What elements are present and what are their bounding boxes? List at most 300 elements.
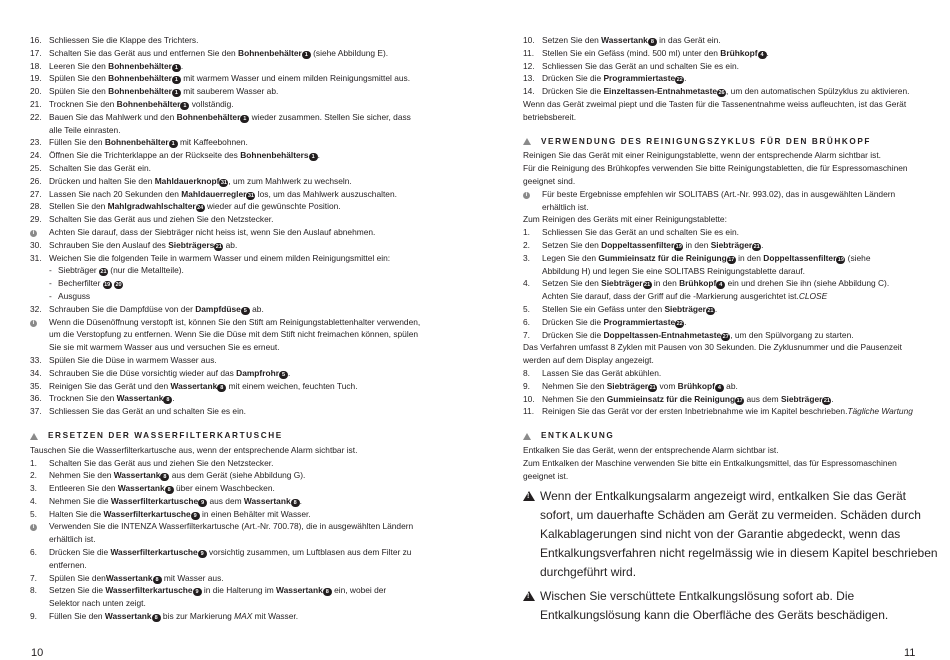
warning-text [540, 487, 938, 582]
text-run: erhältlich ist. [49, 534, 96, 545]
step-text [49, 111, 420, 124]
italic-term: Tägliche Wartung [847, 406, 913, 417]
part-number-badge: 26 [718, 90, 725, 97]
text-run: Lassen Sie das Gerät abkühlen. [542, 367, 662, 378]
text-run: Ausguss [58, 290, 91, 301]
text-run: in den [683, 239, 711, 250]
text-run: mit Wasser. [252, 611, 299, 622]
text-run: Leeren Sie den [49, 60, 109, 71]
step-number: 37. [30, 406, 42, 417]
step-text [542, 252, 913, 265]
text-run: Schalten Sie das Gerät aus und ziehen Sie den Netzstecker. [49, 214, 274, 225]
section-heading-water-filter [30, 430, 420, 443]
text-run: in das Gerät ein. [656, 35, 721, 45]
paragraph-line: Wenn das Gerät zweimal piept und die Tasten für die Tassenentnahme weiss aufleuchten, ist das Gerät [523, 98, 907, 109]
bullet: - [49, 265, 52, 276]
text-run: Sie sie mit warmem Wasser aus und versuchen Sie es erneut. [49, 342, 280, 353]
text-run: Drücken Sie die [542, 73, 604, 84]
text-run: . [180, 60, 184, 71]
bold-term: Wassertank [104, 611, 152, 622]
step-number: 6. [523, 316, 530, 327]
step-number: 9. [30, 611, 37, 622]
text-run: ab. [249, 303, 264, 314]
left-steps-top [30, 34, 420, 418]
continuation-line [30, 341, 420, 354]
info-note [30, 226, 420, 239]
info-icon: i [30, 320, 37, 327]
part-number-badge: 19 [104, 282, 111, 289]
italic-term: CLOSE [798, 291, 828, 302]
text-run: , um den automatischen Spülzyklus zu aktivieren. [726, 86, 910, 97]
step-text [49, 546, 420, 559]
step-text [49, 226, 420, 239]
bold-term: Wassertank [117, 483, 165, 494]
step-text [49, 149, 420, 162]
text-run: mit einem weichen, feuchten Tuch. [226, 380, 358, 391]
part-number-badge: 1 [180, 102, 189, 110]
step-text [542, 85, 913, 98]
text-run: (siehe Abbildung E). [310, 47, 389, 58]
step-number: 11. [523, 406, 535, 417]
step-text [49, 610, 420, 623]
step-number: 9. [523, 380, 530, 391]
text-run: Schrauben Sie die Düse vorsichtig wieder auf das [49, 367, 237, 378]
list-step [30, 572, 420, 585]
step-number: 31. [30, 252, 42, 263]
continuation-line [523, 265, 913, 278]
step-text [542, 329, 913, 342]
step-number: 22. [30, 111, 42, 122]
text-run: Nehmen Sie den [542, 380, 607, 391]
italic-term: MAX [234, 611, 253, 622]
part-number-badge: 27 [722, 333, 729, 340]
part-number-badge: 1 [309, 153, 318, 161]
list-step [523, 405, 913, 418]
text-run: Siebträger [58, 265, 99, 276]
step-text [542, 277, 913, 290]
text-run: Schalten Sie das Gerät aus und entfernen Sie den [49, 47, 239, 58]
step-text [49, 252, 420, 265]
bold-term: Bohnenbehälter [116, 98, 181, 109]
text-run: vorsichtig zusammen, um Luftblasen aus dem Filter zu [206, 547, 412, 558]
text-run: Stellen Sie ein Gefäss unter den [542, 303, 665, 314]
text-run: ab. [723, 380, 738, 391]
left-page [30, 34, 420, 623]
list-step [30, 239, 420, 252]
bold-term: Bohnenbehälter [176, 111, 241, 122]
list-step [523, 239, 913, 252]
section-title: ERSETZEN DER WASSERFILTERKARTUSCHE [48, 430, 283, 440]
list-step [523, 367, 913, 380]
text-run: Abbildung H) und legen Sie eine SOLITABS Reinigungstablette darauf. [542, 265, 805, 276]
text-run: Achten Sie darauf, dass der Siebträger nicht heiss ist, wenn Sie den Auslauf abnehmen. [49, 226, 376, 237]
step-text [49, 405, 420, 418]
list-step [30, 252, 420, 265]
paragraph-line: Für die Reinigung des Brühkopfes verwenden Sie bitte Reinigungstabletten, die für Espressomaschinen [523, 163, 908, 174]
part-number-badge: 8 [160, 473, 169, 481]
section-triangle-icon [523, 138, 531, 145]
step-text [49, 572, 420, 585]
text-run: Spülen Sie den [49, 73, 109, 84]
step-number: 10. [523, 393, 535, 404]
list-step [523, 34, 913, 47]
step-number: 30. [30, 239, 42, 250]
part-number-badge: 1 [172, 76, 181, 84]
text-run: Reinigen Sie das Gerät vor der ersten Inbetriebnahme wie im Kapitel [542, 406, 800, 417]
step-text [542, 188, 913, 201]
step-number: 2. [523, 239, 530, 250]
warning-icon-cell [523, 587, 540, 625]
step-text [49, 239, 420, 252]
text-run: . [714, 303, 718, 314]
part-number-badge: 8 [323, 588, 332, 596]
text-run: Schalten Sie das Gerät aus und ziehen Sie den Netzstecker. [49, 457, 274, 468]
text-run: Schrauben Sie die Dampfdüse von der [49, 303, 196, 314]
continuation-line [30, 559, 420, 572]
text-run: Schliessen Sie das Gerät an und schalten Sie es ein. [542, 227, 739, 238]
part-number-badge: 9 [198, 550, 207, 558]
paragraph-line: Tauschen Sie die Wasserfilterkartusche aus, wenn der entsprechende Alarm sichtbar ist. [30, 444, 358, 455]
text-run: in die Halterung im [201, 585, 277, 596]
step-text [49, 34, 420, 47]
text-run: -Markierung ausgerichtet ist. [693, 291, 799, 302]
bold-term: Wassertank [113, 470, 161, 481]
text-run: Trocknen Sie den [49, 98, 117, 109]
part-number-badge: 21 [644, 282, 651, 289]
text-run: Spülen Sie den [49, 86, 109, 97]
text-run: Verwenden Sie die INTENZA Wasserfilterkartusche (Art.-Nr. 700.78), die in ausgewählten Ländern [49, 521, 414, 532]
step-text [49, 354, 420, 367]
info-note [523, 188, 913, 201]
part-number-badge: 8 [153, 576, 162, 584]
text-run: ab. [223, 239, 238, 250]
text-run: beschrieben. [799, 406, 848, 417]
right-steps-top [523, 34, 913, 124]
section-title: VERWENDUNG DES REINIGUNGSZYKLUS FÜR DEN BRÜHKOPF [541, 136, 872, 146]
list-step [523, 47, 913, 60]
text-run: Wenn die Düsenöffnung verstopft ist, können Sie den Stift am Reinigungstablettenhalter verwenden, [49, 316, 421, 327]
bold-term: Doppeltassenfilter [601, 239, 675, 250]
bold-term: Gummieinsatz für die Reinigung [606, 393, 736, 404]
step-number: 8. [523, 367, 530, 378]
list-step [30, 72, 420, 85]
step-text [542, 47, 913, 60]
info-note [30, 316, 420, 329]
list-step [30, 47, 420, 60]
text-run: in den [651, 278, 680, 289]
step-number: 29. [30, 214, 42, 225]
step-text [542, 367, 913, 380]
text-run: Füllen Sie den [49, 137, 105, 148]
list-step [30, 508, 420, 521]
step-text [542, 393, 913, 406]
step-text [49, 392, 420, 405]
part-number-badge: 20 [115, 282, 122, 289]
text-run: . [684, 316, 687, 327]
step-text [49, 60, 420, 73]
page-number-left: 10 [31, 647, 44, 659]
paragraph-line: geeignet sind. [523, 175, 576, 186]
warning-block [523, 487, 938, 582]
text-run: entfernen. [49, 559, 87, 570]
part-number-badge: 21 [215, 243, 222, 250]
text-run: (nur die Metallteile). [107, 265, 184, 276]
text-run: Bauen Sie das Mahlwerk und den [49, 111, 177, 122]
text-run: Schliessen Sie die Klappe des Trichters. [49, 35, 199, 45]
paragraph-line: werden auf dem Display angezeigt. [523, 355, 654, 366]
list-step [30, 200, 420, 213]
text-run: um die Verstopfung zu entfernen. Wenn Sie die Düse mit dem Stift nicht freimachen können, spülen [49, 329, 419, 340]
step-number: 17. [30, 47, 42, 58]
bold-term: Programmiertaste [603, 73, 676, 84]
text-run: vom [657, 380, 678, 391]
text-run: Nehmen Sie den [49, 470, 114, 481]
text-run: Schliessen Sie das Gerät an und schalten Sie es ein. [49, 406, 246, 417]
bold-term: Mahlgradwahlschalter [107, 201, 196, 212]
bold-term: Bohnenbehälter [238, 47, 302, 58]
step-number: 14. [523, 86, 535, 97]
text-run: Lassen Sie nach 20 Sekunden den [49, 188, 182, 199]
step-number: 16. [30, 35, 42, 45]
list-step [30, 149, 420, 162]
step-text [49, 85, 420, 98]
bold-term: Einzeltassen-Entnahmetaste [603, 86, 718, 97]
list-step [30, 175, 420, 188]
text-run: wieder auf die gewünschte Position. [204, 201, 341, 212]
text-run: Spülen Sie den [49, 572, 106, 583]
warning-block [523, 587, 913, 625]
warning-line: Wischen Sie verschüttete Entkalkungslösung sofort ab. Die [540, 589, 855, 604]
text-run: Spülen Sie die Düse in warmem Wasser aus. [49, 354, 217, 365]
step-number: 36. [30, 393, 42, 404]
bold-term: Siebträger [780, 393, 823, 404]
text-run: Füllen Sie den [49, 611, 105, 622]
text-run: Weichen Sie die folgenden Teile in warmem Wasser und einem milden Reinigungsmittel ein: [49, 252, 391, 263]
bold-term: Siebträger [601, 278, 643, 289]
text-run: . [287, 367, 291, 378]
step-number: 1. [30, 457, 37, 468]
part-number-badge: 21 [707, 307, 714, 314]
bullet: - [49, 290, 52, 301]
bold-term: Mahldauerknopf [154, 175, 220, 186]
step-number: 26. [30, 175, 42, 186]
continuation-line [30, 533, 420, 546]
step-number: 18. [30, 60, 42, 71]
text-run: . [831, 393, 834, 404]
text-run: Legen Sie den [542, 252, 599, 263]
text-run: in einen Behälter mit Wasser. [199, 508, 311, 519]
step-number: 24. [30, 150, 42, 161]
list-step [523, 72, 913, 85]
warning-icon-cell [523, 487, 540, 582]
part-number-badge: 31 [247, 192, 254, 199]
text-run: los, um das Mahlwerk auszuschalten. [255, 188, 397, 199]
step-number: 4. [30, 495, 37, 506]
step-text [542, 380, 913, 393]
bold-term: Gummieinsatz für die Reinigung [598, 252, 727, 263]
step-number: 32. [30, 303, 42, 314]
list-step [30, 584, 420, 597]
list-step [523, 393, 913, 406]
section-heading-cleaning-cycle [523, 136, 913, 149]
text-run: aus dem [207, 495, 244, 506]
list-step [30, 111, 420, 124]
bold-term: Dampfdüse [195, 303, 241, 314]
paragraph-line: Zum Reinigen des Geräts mit einer Reinigungstablette: [523, 214, 727, 225]
part-number-badge: 21 [100, 269, 107, 276]
part-number-badge: 9 [191, 512, 200, 520]
paragraph-line: geeignet ist. [523, 470, 569, 481]
step-text [49, 188, 420, 201]
bold-term: Wassertank [276, 585, 323, 596]
step-number: 19. [30, 73, 42, 84]
sub-list-item [30, 264, 420, 277]
text-run: Reinigen Sie das Gerät und den [49, 380, 171, 391]
text-run: Stellen Sie ein Gefäss (mind. 500 ml) unter den [542, 47, 721, 58]
bold-term: Wassertank [243, 495, 291, 506]
bold-term: Siebträgers [168, 239, 215, 250]
list-step [523, 329, 913, 342]
bold-term: Mahldauerregler [181, 188, 247, 199]
part-number-badge: 1 [240, 115, 249, 123]
list-step [30, 354, 420, 367]
list-step [30, 367, 420, 380]
list-step [30, 392, 420, 405]
step-number: 28. [30, 201, 42, 212]
bold-term: Wasserfilterkartusche [105, 585, 193, 596]
step-text [542, 34, 913, 47]
part-number-badge: 8 [165, 486, 174, 494]
text-run: Entleeren Sie den [49, 483, 118, 494]
step-text [49, 213, 420, 226]
bold-term: Bohnenbehälter [104, 137, 169, 148]
text-run: Nehmen Sie den [542, 393, 607, 404]
text-run: aus dem Gerät (siehe Abbildung G). [169, 470, 306, 481]
text-run: alle Teile einrasten. [49, 124, 121, 135]
bold-term: Siebträger [664, 303, 706, 314]
step-number: 33. [30, 354, 42, 365]
part-number-badge: 8 [291, 499, 300, 507]
page-number-right: 11 [904, 647, 916, 659]
part-number-badge: 17 [736, 397, 743, 404]
step-text [542, 239, 913, 252]
info-icon-cell [30, 316, 49, 329]
step-text [542, 226, 913, 239]
bold-term: Brühkopf [677, 380, 715, 391]
bold-term: Wassertank [116, 393, 164, 404]
step-text [49, 162, 420, 175]
step-text [49, 508, 420, 521]
sub-list-item [30, 277, 420, 290]
step-number: 20. [30, 86, 42, 97]
text-run: , um zum Mahlwerk zu wechseln. [228, 175, 352, 186]
text-run: (siehe [845, 252, 871, 263]
section-triangle-icon [30, 433, 38, 440]
bold-term: Brühkopf [679, 278, 717, 289]
text-run: Drücken Sie die [542, 329, 604, 340]
part-number-badge: 1 [172, 64, 181, 72]
step-text [49, 72, 420, 85]
step-number: 10. [523, 35, 535, 45]
section-heading-descaling [523, 430, 913, 443]
warning-line: sofort, um dauerhafte Schäden am Gerät zu vermeiden. Schäden durch [540, 508, 921, 523]
step-number: 6. [30, 547, 37, 558]
text-run: Nehmen Sie die [49, 495, 111, 506]
part-number-badge: 4 [758, 51, 767, 59]
list-step [523, 252, 913, 265]
bold-term: Programmiertaste [603, 316, 676, 327]
continuation-line [523, 201, 913, 214]
text-run: Setzen Sie den [542, 278, 602, 289]
step-number: 12. [523, 60, 535, 71]
bullet: - [49, 278, 52, 289]
warning-line: Entkalkungslösung kann die Oberfläche des Geräts beschädigen. [540, 608, 889, 623]
text-run: vollständig. [189, 98, 234, 109]
part-number-badge: 9 [198, 499, 207, 507]
list-step [523, 316, 913, 329]
step-text [542, 405, 913, 418]
right-section1 [523, 149, 913, 418]
step-text [49, 520, 420, 533]
step-text [49, 495, 420, 508]
step-number: 25. [30, 162, 42, 173]
info-icon: i [30, 230, 37, 237]
text-run: Schliessen Sie das Gerät an und schalten Sie es ein. [542, 60, 739, 71]
part-number-badge: 19 [837, 256, 844, 263]
text-run: Selektor nach unten zeigt. [49, 598, 146, 609]
part-number-badge: 1 [169, 140, 178, 148]
warning-line: durchgeführt wird. [540, 565, 637, 580]
step-text [49, 200, 420, 213]
info-icon: i [523, 192, 530, 199]
step-number: 7. [523, 329, 530, 340]
list-step [30, 610, 420, 623]
warning-line: Entkalkungsverfahren nicht regelmässig wie in diesem Kapitel beschrieben [540, 546, 938, 561]
part-number-badge: 21 [649, 384, 656, 391]
part-number-badge: 5 [279, 371, 288, 379]
text-run: mit Kaffeebohnen. [177, 137, 248, 148]
info-note [30, 520, 420, 533]
continuation-line [30, 328, 420, 341]
info-icon-cell [30, 226, 49, 239]
part-number-badge: 22 [676, 320, 683, 327]
continuation-line [30, 597, 420, 610]
section-triangle-icon [523, 433, 531, 440]
left-steps-bottom [30, 444, 420, 623]
list-step [523, 303, 913, 316]
bold-term: Wassertank [170, 380, 218, 391]
list-step [30, 162, 420, 175]
step-number: 13. [523, 73, 535, 84]
text-run: . [299, 495, 302, 506]
part-number-badge: 21 [823, 397, 830, 404]
bold-term: Bohnenbehälters [240, 150, 309, 161]
bold-term: Siebträger [606, 380, 649, 391]
step-number: 3. [523, 252, 530, 263]
text-run: Drücken Sie die [49, 547, 111, 558]
warning-line: Wenn der Entkalkungsalarm angezeigt wird, entkalken Sie das Gerät [540, 489, 906, 504]
list-step [30, 98, 420, 111]
text-run: Drücken Sie die [542, 316, 604, 327]
part-number-badge: 24 [197, 205, 204, 212]
warning-line: Kalkablagerungen sind nicht von der Garantie abgedeckt, wenn das [540, 527, 901, 542]
section-title: ENTKALKUNG [541, 431, 615, 441]
part-number-badge: 8 [163, 396, 172, 404]
step-number: 23. [30, 137, 42, 148]
bold-term: Wasserfilterkartusche [110, 495, 199, 506]
sub-list-item [30, 290, 420, 303]
bold-term: Doppeltassenfilter [763, 252, 837, 263]
